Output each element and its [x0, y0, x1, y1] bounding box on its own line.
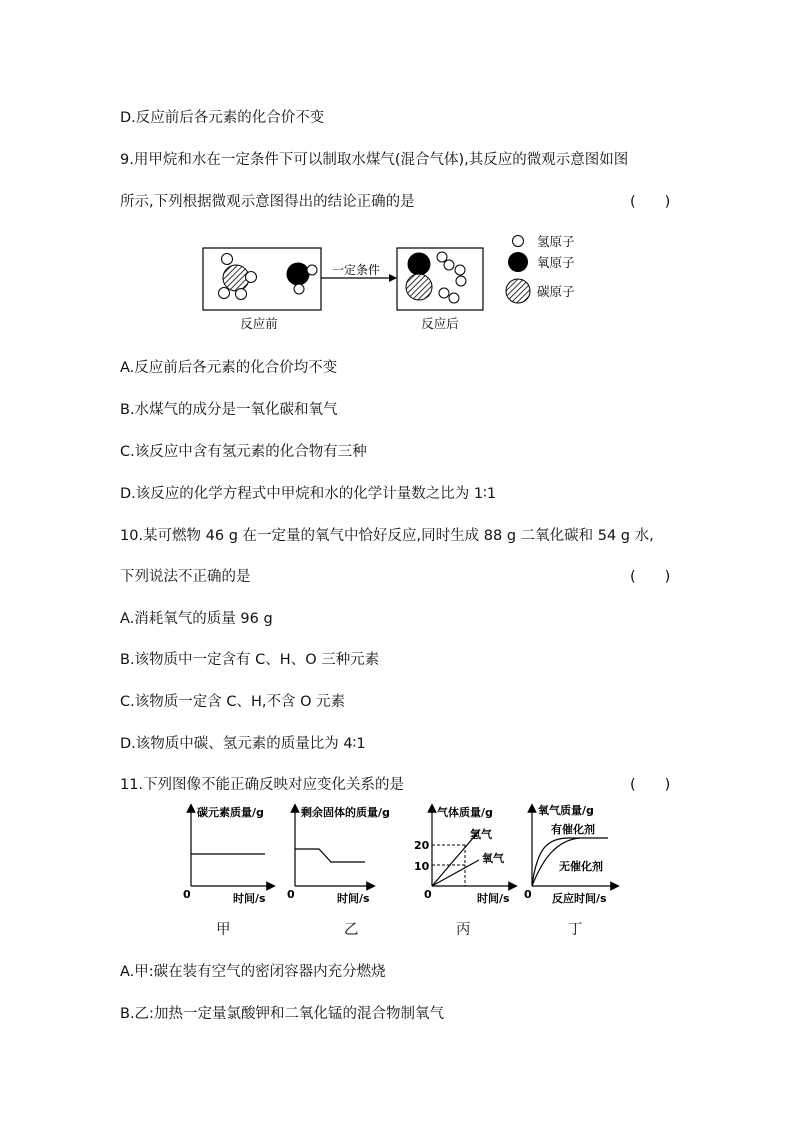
graph-yi-ylabel: 剩余固体的质量/g [301, 806, 390, 819]
hydrogen-atom [437, 252, 447, 262]
graph-ding-no-catalyst: 无催化剂 [559, 860, 603, 873]
carbon-atom [406, 274, 432, 300]
arrow-label: 一定条件 [331, 263, 381, 277]
hydrogen-atom [439, 288, 449, 298]
legend-hydrogen-icon [513, 236, 524, 247]
graph-bing-hydrogen: 氢气 [470, 828, 492, 841]
q9-stem-line2: 所示,下列根据微观示意图得出的结论正确的是 [120, 194, 415, 210]
q10-option-d: D.该物质中碳、氢元素的质量比为 4∶1 [120, 736, 366, 752]
hydrogen-atom [236, 289, 247, 300]
arrow-head [389, 274, 397, 282]
q9-option-d: D.该反应的化学方程式中甲烷和水的化学计量数之比为 1∶1 [120, 486, 497, 502]
graph-bing [414, 805, 513, 905]
oxygen-atom [408, 253, 430, 275]
q11-option-b: B.乙:加热一定量氯酸钾和二氧化锰的混合物制氧气 [120, 1006, 444, 1022]
q8-option-d: D.反应前后各元素的化合价不变 [120, 110, 325, 126]
graph-ding-ylabel: 氧气质量/g [538, 804, 594, 817]
q10-option-c: C.该物质一定含 C、H,不含 O 元素 [120, 694, 346, 710]
graph-ding-xlabel: 反应时间/s [552, 892, 607, 905]
q9-answer-paren: ( ) [630, 194, 671, 210]
graph-jia-xlabel: 时间/s [233, 892, 266, 905]
q10-option-a: A.消耗氧气的质量 96 g [120, 611, 273, 627]
graph-ding-origin: 0 [524, 888, 532, 901]
oxygen-atom [287, 263, 309, 285]
after-label: 反应后 [421, 316, 459, 331]
graph-jia-caption: 甲 [216, 922, 231, 938]
graph-jia-origin: 0 [183, 888, 191, 901]
q11-graphs [175, 798, 625, 913]
graph-yi-line [295, 849, 365, 862]
graph-yi-origin: 0 [287, 888, 295, 901]
graph-bing-ylabel: 气体质量/g [437, 806, 493, 819]
graph-jia [183, 805, 271, 905]
q9-micro-diagram [195, 228, 615, 338]
q10-answer-paren: ( ) [630, 569, 671, 585]
graph-yi-caption: 乙 [344, 922, 359, 938]
q10-option-b: B.该物质中一定含有 C、H、O 三种元素 [120, 652, 380, 668]
hydrogen-atom [455, 265, 465, 275]
graph-bing-tick-20: 20 [414, 839, 430, 852]
graph-ding-catalyst: 有催化剂 [551, 823, 595, 836]
hydrogen-atom [449, 293, 459, 303]
hydrogen-atom [307, 265, 317, 275]
q9-option-a: A.反应前后各元素的化合价均不变 [120, 360, 338, 376]
q9-option-c: C.该反应中含有氢元素的化合物有三种 [120, 444, 367, 460]
legend-oxygen: 氧原子 [537, 255, 575, 270]
legend-carbon-icon [506, 279, 530, 303]
before-label: 反应前 [240, 316, 278, 331]
graph-bing-caption: 丙 [456, 922, 471, 938]
hydrogen-atom [294, 284, 304, 294]
q10-stem-line1: 10.某可燃物 46 g 在一定量的氧气中恰好反应,同时生成 88 g 二氧化碳和 54 g 水, [120, 528, 654, 544]
graph-yi [287, 805, 390, 905]
q11-stem: 11.下列图像不能正确反映对应变化关系的是 [120, 777, 405, 793]
graph-bing-tick-10: 10 [414, 860, 430, 873]
graph-ding-caption: 丁 [568, 922, 583, 938]
q11-answer-paren: ( ) [630, 777, 671, 793]
graph-yi-xlabel: 时间/s [337, 892, 370, 905]
graph-bing-oxygen: 氧气 [482, 852, 504, 865]
hydrogen-atom [456, 276, 466, 286]
hydrogen-atom [222, 254, 233, 265]
legend-carbon: 碳原子 [537, 284, 575, 299]
legend-oxygen-icon [508, 252, 528, 272]
hydrogen-atom [444, 260, 454, 270]
graph-bing-oxygen-line [432, 860, 479, 886]
graph-ding [524, 803, 615, 905]
graph-bing-origin: 0 [424, 888, 432, 901]
hydrogen-atom [219, 288, 230, 299]
q11-option-a: A.甲:碳在装有空气的密闭容器内充分燃烧 [120, 964, 386, 980]
q9-stem-line1: 9.用甲烷和水在一定条件下可以制取水煤气(混合气体),其反应的微观示意图如图 [120, 152, 629, 168]
hydrogen-atom [246, 272, 257, 283]
legend-hydrogen: 氢原子 [537, 234, 575, 249]
q9-option-b: B.水煤气的成分是一氧化碳和氧气 [120, 402, 338, 418]
graph-bing-xlabel: 时间/s [477, 892, 510, 905]
q10-stem-line2: 下列说法不正确的是 [120, 569, 251, 585]
graph-jia-ylabel: 碳元素质量/g [197, 806, 264, 819]
